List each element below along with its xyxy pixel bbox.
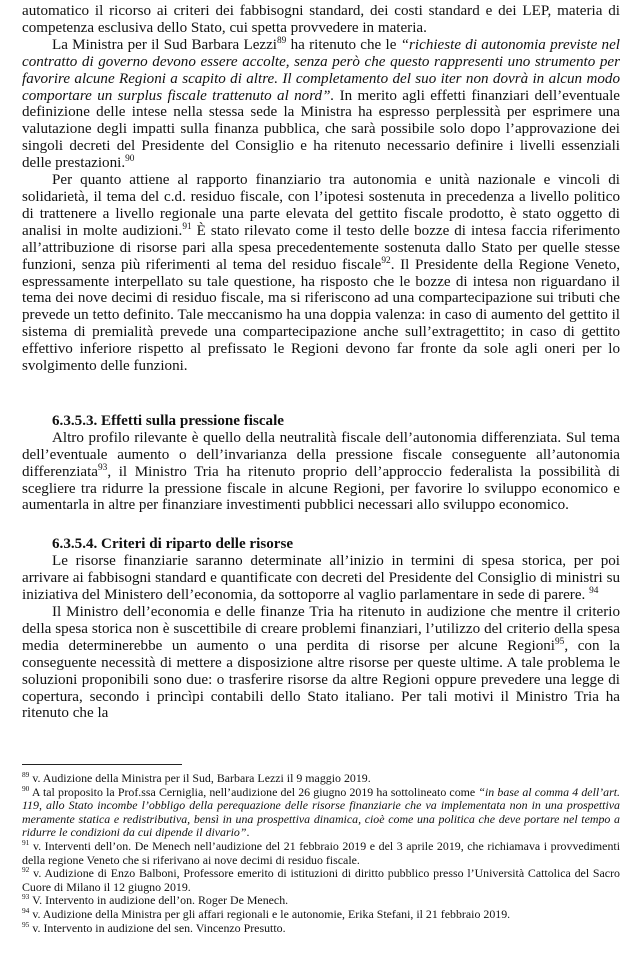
footnote-ref-94[interactable]: 94 xyxy=(589,586,599,597)
section-heading-criteri-riparto: 6.3.5.4. Criteri di riparto delle risorse xyxy=(52,536,294,553)
footnote-ref-90[interactable]: 90 xyxy=(125,154,135,165)
footnote-91: $^{91}$ v. Interventi dell’on. De Menech nell’audizione del 21 febbraio 2019 e del 3 aprile 2019, che richiamava i provvedimenti della regione Veneto che si riferivano ai nove decimi di residuo fiscale. xyxy=(22,838,620,867)
footnote-95: $^{95}$ v. Intervento in audizione del sen. Vincenzo Presutto. xyxy=(22,919,286,935)
footnote-ref-93[interactable]: 93 xyxy=(97,462,108,473)
footnote-92: $^{92}$ v. Audizione di Enzo Balboni, Professore emerito di istituzioni di diritto pubblico presso l’Università Cattolica del Sacro Cuore di Milano il 12 giugno 2019. xyxy=(22,865,620,894)
paragraph-risorse-finanziarie: Le risorse finanziarie saranno determinate all’inizio in termini di spesa storica, per poi arrivare ai fabbisogni standard e quantificate con decreti del Presidente del Consiglio di ministri su iniziativa del Ministero dell’economia, da sottoporre al vaglio parlamentare in sede di parere. $^{94}$ xyxy=(22,553,620,604)
paragraph-ministro-tria: Il Ministro dell’economia e delle finanze Tria ha ritenuto in audizione che mentre il criterio della spesa storica non è suscettibile di creare problemi finanziari, l’utilizzo del criterio della spesa media determinerebbe un aumento o una perdita di risorse per alcune Regioni$^{95}$, con la conseguente necessità di mettere a disposizione altre risorse per queste ultime. A tale problema le soluzioni proponibili sono due: o trasferire risorse da altre Regioni oppure prevedere una legge di copertura, secondo i princìpi contabili dello Stato italiano. Per tali motivi il Ministro Tria ha ritenuto che la xyxy=(22,604,621,722)
body-text xyxy=(22,3,620,722)
footnote-ref-89[interactable]: 89 xyxy=(277,35,287,46)
footnote-ref-91[interactable]: 91 xyxy=(182,221,192,232)
paragraph-continuation: automatico il ricorso ai criteri dei fabbisogni standard, dei costi standard e dei LEP, materia di competenza esclusiva dello Stato, cui spetta provvedere in materia. xyxy=(22,3,620,36)
footnote-separator xyxy=(22,764,182,765)
paragraph-lezzi: La Ministra per il Sud Barbara Lezzi$^{89}$ ha ritenuto che le “richieste di autonomia previste nel contratto di governo devono essere accolte, senza però che questo rappresenti uno strumento per favorire alcune Regioni a scapito di altre. Il completamento del suo iter non dovrà in alcun modo comportare un surplus fiscale trattenuto al nord”. In merito agli effetti finanziari dell’eventuale definizione delle intese nella stessa sede la Ministra ha espresso perplessità per esprimere una valutazione degli impatti sulla finanza pubblica, che sarà possibile solo dopo l’approvazione dei singoli decreti del Presidente del Consiglio e ha ritenuto necessario definire i livelli essenziali delle prestazioni.$^{90}$ xyxy=(22,35,620,172)
footnote-89: $^{89}$ v. Audizione della Ministra per il Sud, Barbara Lezzi il 9 maggio 2019. xyxy=(22,770,371,785)
section-heading-pressione-fiscale: 6.3.5.3. Effetti sulla pressione fiscale xyxy=(52,412,284,429)
footnotes xyxy=(22,772,620,935)
quotation: “richieste di autonomia previste nel contratto di governo devono essere accolte, senza però che questo rappresenti uno strumento per favorire alcune Regioni a scapito di altre. Il completamento del suo iter non dovrà in alcun modo comportare un surplus fiscale trattenuto al nord”. xyxy=(22,36,620,104)
paragraph-neutralita-fiscale: Altro profilo rilevante è quello della neutralità fiscale dell’autonomia differenziata. Sul tema dell’eventuale aumento o dell’invarianza della pressione fiscale conseguente all’autonomia differenziata$^{93}$, il Ministro Tria ha ritenuto proprio dell’approccio federalista la possibilità di scegliere tra ridurre la pressione fiscale in alcune Regioni, per favorire lo sviluppo economico e aumentarla in altre per finanziare investimenti pubblici necessari allo sviluppo economico. xyxy=(22,429,620,514)
footnote-ref-95[interactable]: 95 xyxy=(555,636,565,647)
footnote-93: $^{93}$ V. Intervento in audizione dell’on. Roger De Menech. xyxy=(22,892,289,908)
footnote-ref-92[interactable]: 92 xyxy=(381,255,391,266)
footnote-94: $^{94}$ v. Audizione della Ministra per gli affari regionali e le autonomie, Erika Stefani, il 21 febbraio 2019. xyxy=(22,905,511,921)
footnote-90: $^{90}$ A tal proposito la Prof.ssa Cerniglia, nell’audizione del 26 giugno 2019 ha sottolineato come “in base al comma 4 dell’art. 119, allo Stato incombe l’obbligo della perequazione delle risorse finanziarie che va implementata non in una prospettiva meramente statica e redistributiva, bensì in una prospettiva dinamica, cioè come una politica che deve portare nel tempo a ridurre le condizioni da cui dipende il divario”. xyxy=(22,783,620,840)
paragraph-residuo-fiscale: Per quanto attiene al rapporto finanziario tra autonomia e unità nazionale e vincoli di solidarietà, il tema del c.d. residuo fiscale, con l’ipotesi sostenuta in precedenza a livello politico di trattenere a livello regionale una parte elevata del gettito fiscale prodotto, è stato oggetto di analisi in molte audizioni.$^{91}$ È stato rilevato come il testo delle bozze di intesa faccia riferimento all’attribuzione di risorse pari alla spesa precedentemente sostenuta dallo Stato per quelle stesse funzioni, senza più riferimenti al tema del residuo fiscale$^{92}$. Il Presidente della Regione Veneto, espressamente interpellato su tale questione, ha risposto che le bozze di intesa non riguardano il tema dei nove decimi di residuo fiscale, ma si riferiscono ad una compartecipazione sui tributi che prevede un tetto definito. Tale meccanismo ha una doppia valenza: in caso di aumento del gettito il sistema di premialità prevede una compartecipazione anche sull’extragettito; in caso di gettito effettivo inferiore rispetto al prefissato le Regioni devono far fronte da sole agli oneri per lo svolgimento delle funzioni. xyxy=(22,172,621,375)
